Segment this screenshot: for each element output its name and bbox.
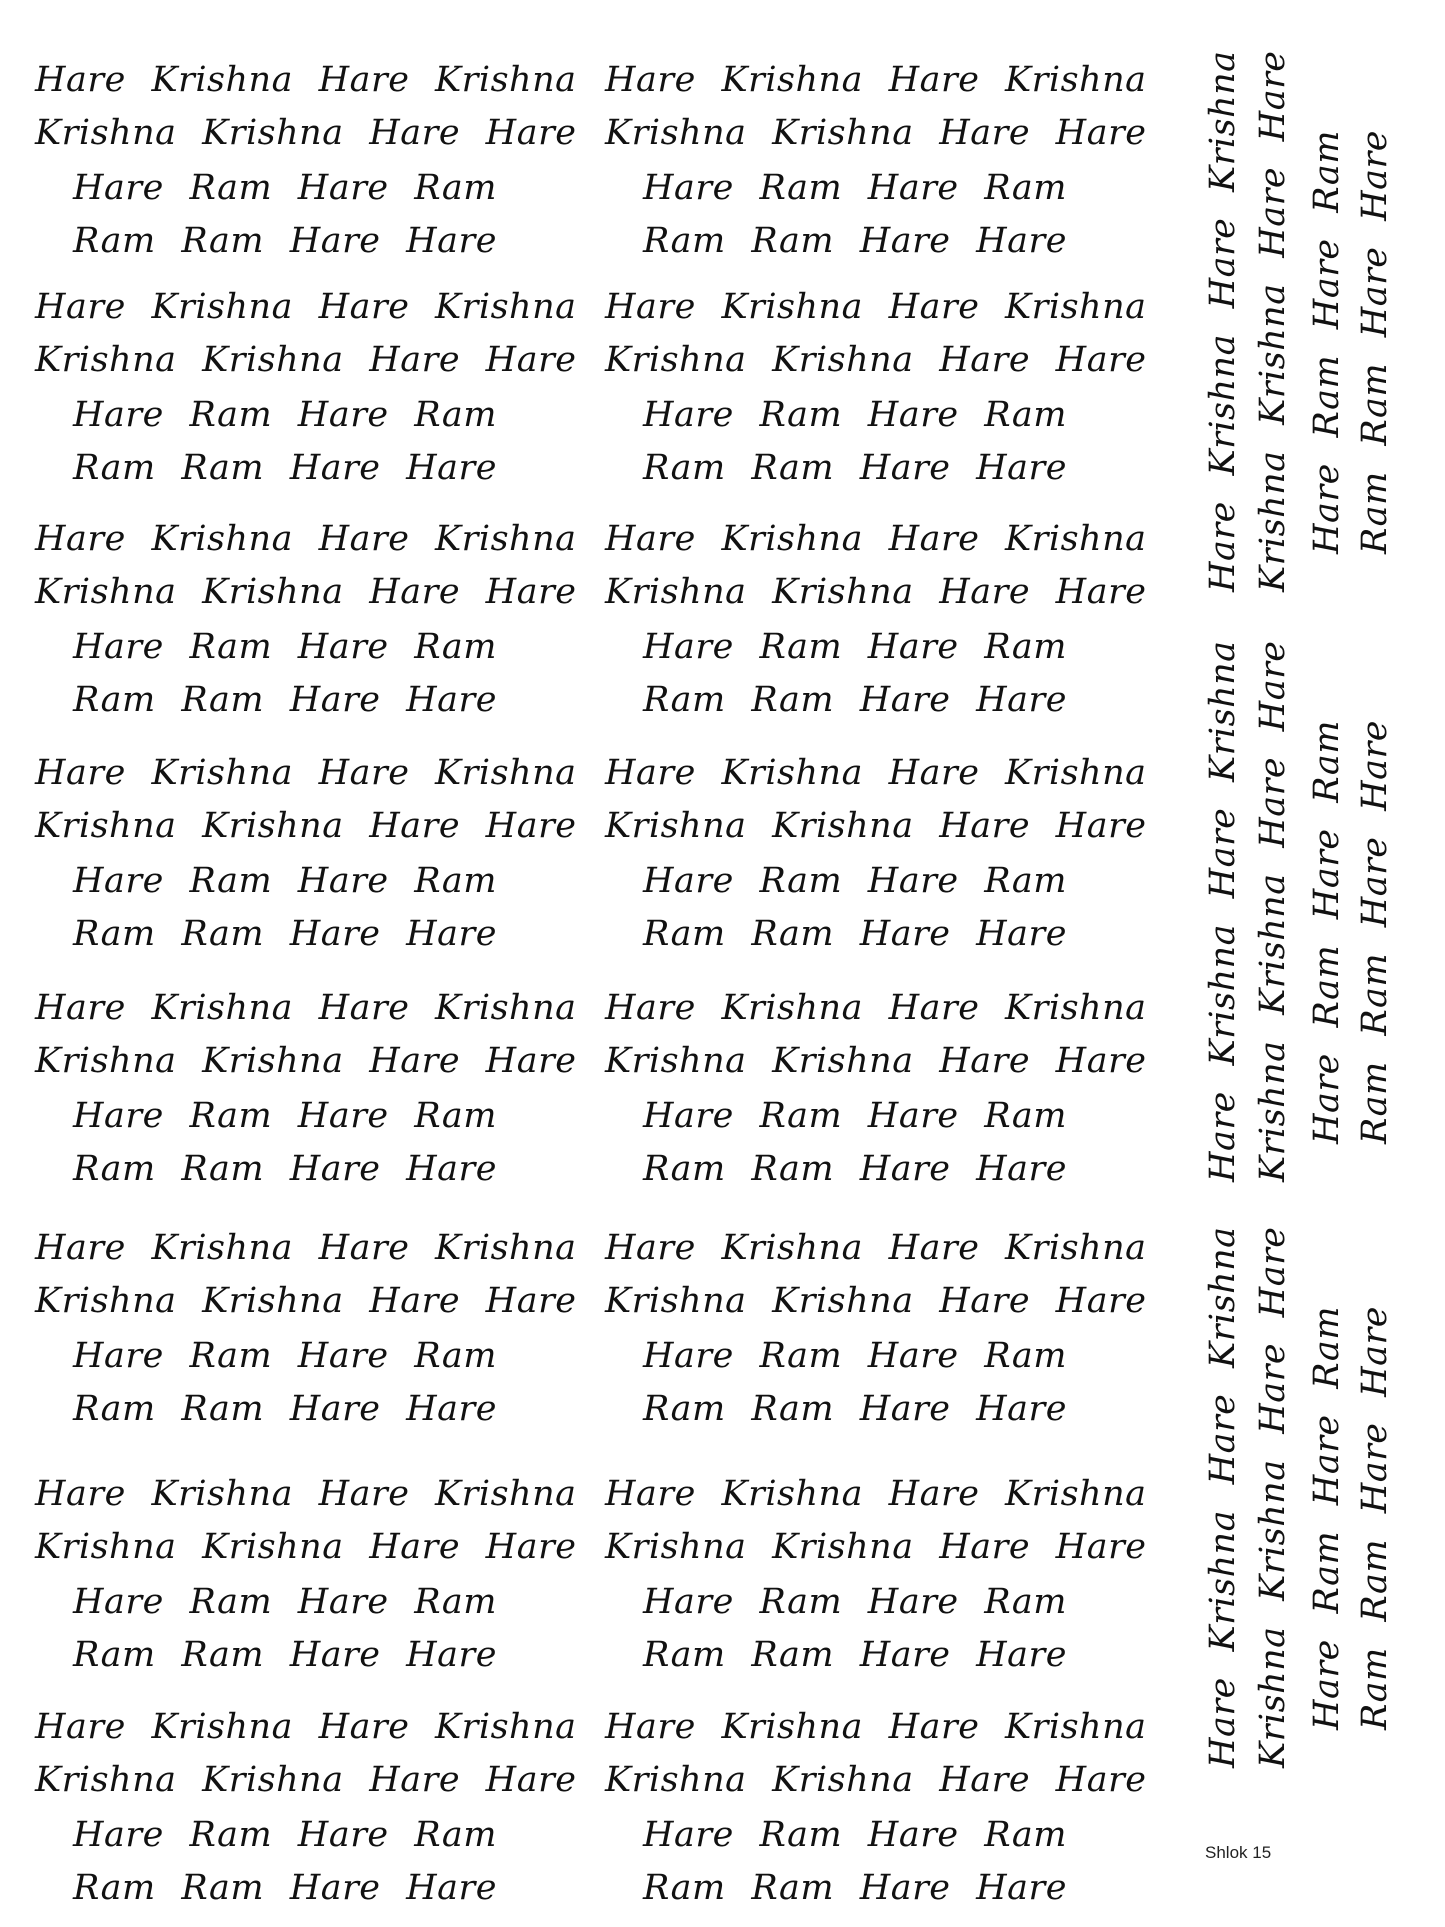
mantra-line: Ram Ram Hare Hare bbox=[643, 914, 1067, 954]
mantra-line: Ram Ram Hare Hare bbox=[73, 221, 497, 261]
mantra-line: Hare Ram Hare Ram bbox=[1307, 1306, 1347, 1730]
mantra-label bbox=[35, 753, 577, 954]
mantra-line: Krishna Krishna Hare Hare bbox=[605, 1281, 1147, 1321]
mantra-label bbox=[35, 60, 577, 261]
mantra-label bbox=[35, 1228, 577, 1429]
mantra-line: Hare Krishna Hare Krishna bbox=[35, 519, 577, 559]
mantra-line: Hare Ram Hare Ram bbox=[643, 627, 1067, 667]
mantra-line: Krishna Krishna Hare Hare bbox=[1253, 1226, 1293, 1768]
mantra-line: Krishna Krishna Hare Hare bbox=[35, 1041, 577, 1081]
mantra-line: Ram Ram Hare Hare bbox=[73, 680, 497, 720]
mantra-line: Krishna Krishna Hare Hare bbox=[605, 1041, 1147, 1081]
mantra-line: Krishna Krishna Hare Hare bbox=[605, 113, 1147, 153]
mantra-line: Hare Ram Hare Ram bbox=[643, 1096, 1067, 1136]
mantra-line: Hare Krishna Hare Krishna bbox=[605, 753, 1147, 793]
mantra-line: Krishna Krishna Hare Hare bbox=[605, 340, 1147, 380]
mantra-line: Krishna Krishna Hare Hare bbox=[605, 1527, 1147, 1567]
mantra-line: Ram Ram Hare Hare bbox=[643, 1389, 1067, 1429]
mantra-line: Ram Ram Hare Hare bbox=[73, 1149, 497, 1189]
mantra-line: Hare Krishna Hare Krishna bbox=[1203, 640, 1243, 1182]
mantra-line: Ram Ram Hare Hare bbox=[73, 1868, 497, 1908]
mantra-line: Hare Ram Hare Ram bbox=[73, 1096, 497, 1136]
mantra-line: Hare Ram Hare Ram bbox=[73, 861, 497, 901]
mantra-line: Hare Krishna Hare Krishna bbox=[35, 287, 577, 327]
vertical-mantra-label bbox=[1195, 50, 1395, 592]
mantra-line: Hare Krishna Hare Krishna bbox=[35, 1474, 577, 1514]
mantra-line: Hare Krishna Hare Krishna bbox=[35, 1228, 577, 1268]
mantra-label bbox=[35, 1707, 577, 1908]
mantra-line: Hare Ram Hare Ram bbox=[1307, 720, 1347, 1144]
mantra-line: Hare Krishna Hare Krishna bbox=[1203, 50, 1243, 592]
mantra-line: Ram Ram Hare Hare bbox=[1355, 720, 1395, 1144]
mantra-line: Hare Ram Hare Ram bbox=[643, 861, 1067, 901]
mantra-line: Hare Ram Hare Ram bbox=[1307, 130, 1347, 554]
vertical-mantra-label bbox=[1195, 640, 1395, 1182]
mantra-line: Hare Krishna Hare Krishna bbox=[605, 519, 1147, 559]
mantra-line: Hare Krishna Hare Krishna bbox=[35, 988, 577, 1028]
mantra-line: Hare Ram Hare Ram bbox=[73, 395, 497, 435]
mantra-line: Ram Ram Hare Hare bbox=[643, 1868, 1067, 1908]
mantra-label bbox=[35, 988, 577, 1189]
mantra-line: Krishna Krishna Hare Hare bbox=[1253, 50, 1293, 592]
mantra-line: Hare Ram Hare Ram bbox=[73, 1336, 497, 1376]
mantra-line: Ram Ram Hare Hare bbox=[73, 1389, 497, 1429]
mantra-line: Ram Ram Hare Hare bbox=[1355, 130, 1395, 554]
mantra-line: Hare Krishna Hare Krishna bbox=[605, 60, 1147, 100]
mantra-line: Hare Krishna Hare Krishna bbox=[605, 988, 1147, 1028]
mantra-label bbox=[605, 1474, 1147, 1675]
vertical-mantra-label bbox=[1195, 1226, 1395, 1768]
mantra-line: Krishna Krishna Hare Hare bbox=[35, 572, 577, 612]
mantra-line: Hare Ram Hare Ram bbox=[643, 168, 1067, 208]
mantra-line: Ram Ram Hare Hare bbox=[643, 1635, 1067, 1675]
mantra-line: Krishna Krishna Hare Hare bbox=[35, 806, 577, 846]
mantra-label bbox=[605, 60, 1147, 261]
mantra-label bbox=[35, 519, 577, 720]
mantra-line: Ram Ram Hare Hare bbox=[643, 1149, 1067, 1189]
mantra-line: Hare Krishna Hare Krishna bbox=[605, 287, 1147, 327]
sheet-footer-label: Shlok 15 bbox=[1205, 1843, 1272, 1862]
mantra-line: Krishna Krishna Hare Hare bbox=[35, 113, 577, 153]
mantra-line: Hare Ram Hare Ram bbox=[73, 168, 497, 208]
mantra-line: Hare Ram Hare Ram bbox=[643, 1582, 1067, 1622]
mantra-line: Hare Krishna Hare Krishna bbox=[35, 1707, 577, 1747]
mantra-line: Hare Krishna Hare Krishna bbox=[35, 60, 577, 100]
mantra-label bbox=[605, 753, 1147, 954]
mantra-line: Ram Ram Hare Hare bbox=[73, 914, 497, 954]
mantra-label bbox=[605, 519, 1147, 720]
mantra-line: Krishna Krishna Hare Hare bbox=[1253, 640, 1293, 1182]
mantra-line: Hare Krishna Hare Krishna bbox=[605, 1474, 1147, 1514]
mantra-label bbox=[605, 287, 1147, 488]
mantra-line: Ram Ram Hare Hare bbox=[643, 680, 1067, 720]
mantra-line: Krishna Krishna Hare Hare bbox=[605, 1760, 1147, 1800]
mantra-line: Krishna Krishna Hare Hare bbox=[35, 1281, 577, 1321]
mantra-line: Hare Ram Hare Ram bbox=[73, 1582, 497, 1622]
mantra-line: Ram Ram Hare Hare bbox=[643, 221, 1067, 261]
mantra-label bbox=[605, 1707, 1147, 1908]
mantra-label bbox=[35, 1474, 577, 1675]
mantra-line: Hare Ram Hare Ram bbox=[73, 1815, 497, 1855]
mantra-line: Ram Ram Hare Hare bbox=[73, 1635, 497, 1675]
mantra-line: Ram Ram Hare Hare bbox=[1355, 1306, 1395, 1730]
mantra-line: Hare Ram Hare Ram bbox=[73, 627, 497, 667]
mantra-label bbox=[605, 1228, 1147, 1429]
mantra-label bbox=[605, 988, 1147, 1189]
mantra-line: Krishna Krishna Hare Hare bbox=[605, 806, 1147, 846]
mantra-line: Hare Krishna Hare Krishna bbox=[1203, 1226, 1243, 1768]
mantra-line: Krishna Krishna Hare Hare bbox=[35, 1527, 577, 1567]
mantra-line: Krishna Krishna Hare Hare bbox=[35, 340, 577, 380]
mantra-line: Hare Krishna Hare Krishna bbox=[605, 1228, 1147, 1268]
mantra-line: Krishna Krishna Hare Hare bbox=[605, 572, 1147, 612]
mantra-line: Hare Krishna Hare Krishna bbox=[35, 753, 577, 793]
mantra-line: Hare Ram Hare Ram bbox=[643, 395, 1067, 435]
mantra-line: Ram Ram Hare Hare bbox=[73, 448, 497, 488]
mantra-line: Krishna Krishna Hare Hare bbox=[35, 1760, 577, 1800]
mantra-line: Hare Krishna Hare Krishna bbox=[605, 1707, 1147, 1747]
mantra-line: Hare Ram Hare Ram bbox=[643, 1336, 1067, 1376]
mantra-line: Ram Ram Hare Hare bbox=[643, 448, 1067, 488]
mantra-label bbox=[35, 287, 577, 488]
mantra-line: Hare Ram Hare Ram bbox=[643, 1815, 1067, 1855]
